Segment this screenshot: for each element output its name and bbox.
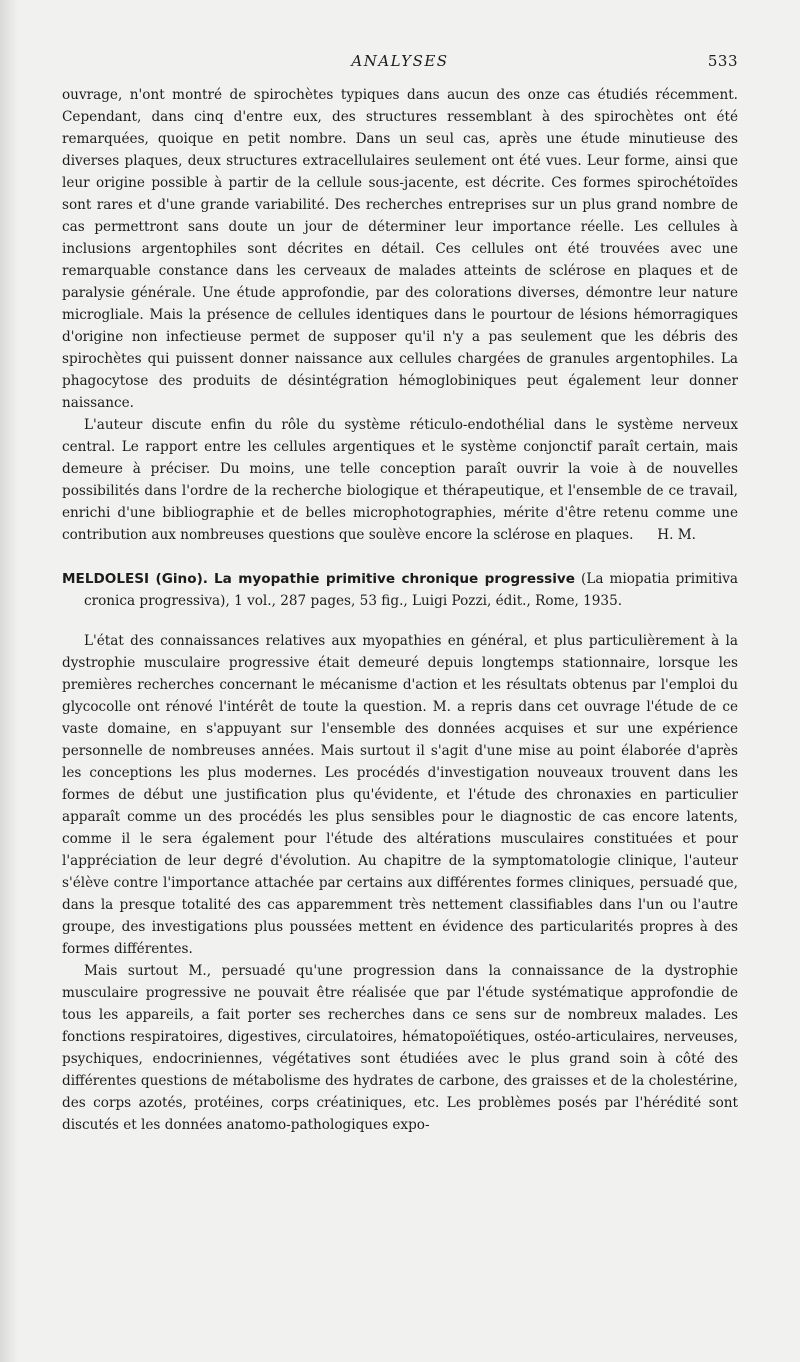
scan-shadow — [0, 0, 18, 1362]
running-title: ANALYSES — [351, 52, 449, 70]
review1-signature: H. M. — [657, 527, 696, 543]
review1-paragraph-1: ouvrage, n'ont montré de spirochètes typiques dans aucun des onze cas étudiés récemment. Cependant, dans cinq d'entre eux, des structures ressemblant à des spirochètes ont été remarquées, quoique en petit nombre. Dans un seul cas, après une étude minutieuse des diverses plaques, deux structures extracellulaires seulement ont été vues. Leur forme, ainsi que leur origine possible à partir de la cellule sous-jacente, est décrite. Ces formes spirochétoïdes sont rares et d'une grande variabilité. Des recherches entreprises sur un plus grand nombre de cas permettront sans doute un jour de déterminer leur importance réelle. Les cellules à inclusions argentophiles sont décrites en détail. Ces cellules ont été trouvées avec une remarquable constance dans les cerveaux de malades atteints de sclérose en plaques et de paralysie générale. Une étude approfondie, par des colorations diverses, démontre leur nature microgliale. Mais la présence de cellules identiques dans le pourtour de lésions hémorragiques d'origine non infectieuse permet de supposer qu'il n'y a pas seulement que les débris des spirochètes qui puissent donner naissance aux cellules chargées de granules argentophiles. La phagocytose des produits de désintégration hémoglobiniques peut également leur donner naissance. — [62, 87, 738, 411]
review2-paragraph-2: Mais surtout M., persuadé qu'une progression dans la connaissance de la dystrophie musculaire progressive ne pouvait être réalisée que par l'étude systématique approfondie de tous les appareils, a fait porter ses recherches dans ce sens sur de nombreux malades. Les fonctions respiratoires, digestives, circulatoires, hématopoïétiques, ostéo-articulaires, nerveuses, psychiques, endocriniennes, végétatives sont étudiées avec le plus grand soin à côté des différentes questions de métabolisme des hydrates de carbone, des graisses et de la cholestérine, des corps azotés, protéines, corps créatiniques, etc. Les problèmes posés par l'hérédité sont discutés et les données anatomo-pathologiques expo- — [62, 963, 738, 1133]
running-head — [62, 52, 738, 76]
review1-paragraph-2-text: L'auteur discute enfin du rôle du système réticulo-endothélial dans le système nerveux central. Le rapport entre les cellules argentiques et le système conjonctif paraît certain, mais demeure à préciser. Du moins, une telle conception paraît ouvrir la voie à de nouvelles possibilités dans l'ordre de la recherche biologique et thérapeutique, et l'ensemble de ce travail, enrichi d'une bibliographie et de belles microphotographies, mérite d'être retenu comme une contribution aux nombreuses questions que soulève encore la sclérose en plaques. — [62, 417, 738, 543]
review1-paragraph-2 — [62, 414, 738, 546]
review2-paragraph-1: L'état des connaissances relatives aux myopathies en général, et plus particulièrement à la dystrophie musculaire progressive était demeuré depuis longtemps stationnaire, lorsque les premières recherches concernant le mécanisme d'action et les résultats obtenus par l'emploi du glycocolle ont rénové l'intérêt de toute la question. M. a repris dans cet ouvrage l'étude de ce vaste domaine, en s'appuyant sur l'ensemble des données acquises et sur une expérience personnelle de nombreuses années. Mais surtout il s'agit d'une mise au point élaborée d'après les conceptions les plus modernes. Les procédés d'investigation nouveaux trouvent dans les formes de début une justification plus qu'évidente, et l'étude des chronaxies en particulier apparaît comme un des procédés les plus sensibles pour le diagnostic de cas encore latents, comme il le sera également pour l'étude des altérations musculaires constituées et pour l'appréciation de leur degré d'évolution. Au chapitre de la symptomatologie clinique, l'auteur s'élève contre l'importance attachée par certains aux différentes formes cliniques, persuadé que, dans la presque totalité des cas apparemment très nettement classifiables dans l'un ou l'autre groupe, des investigations plus poussées mettent en évidence des particularités propres à des formes différentes. — [62, 633, 738, 957]
page-number: 533 — [707, 52, 738, 70]
review2-bibliographic-entry — [62, 568, 738, 612]
body-text — [62, 84, 738, 1136]
review2-book-details: (La miopatia primitiva cronica progressiva), 1 vol., 287 pages, 53 fig., Luigi Pozzi, édit., Rome, 1935. — [84, 571, 738, 609]
review2-book-title: La myopathie primitive chronique progressive — [213, 571, 576, 587]
review2-author: MELDOLESI (Gino). — [62, 571, 208, 587]
